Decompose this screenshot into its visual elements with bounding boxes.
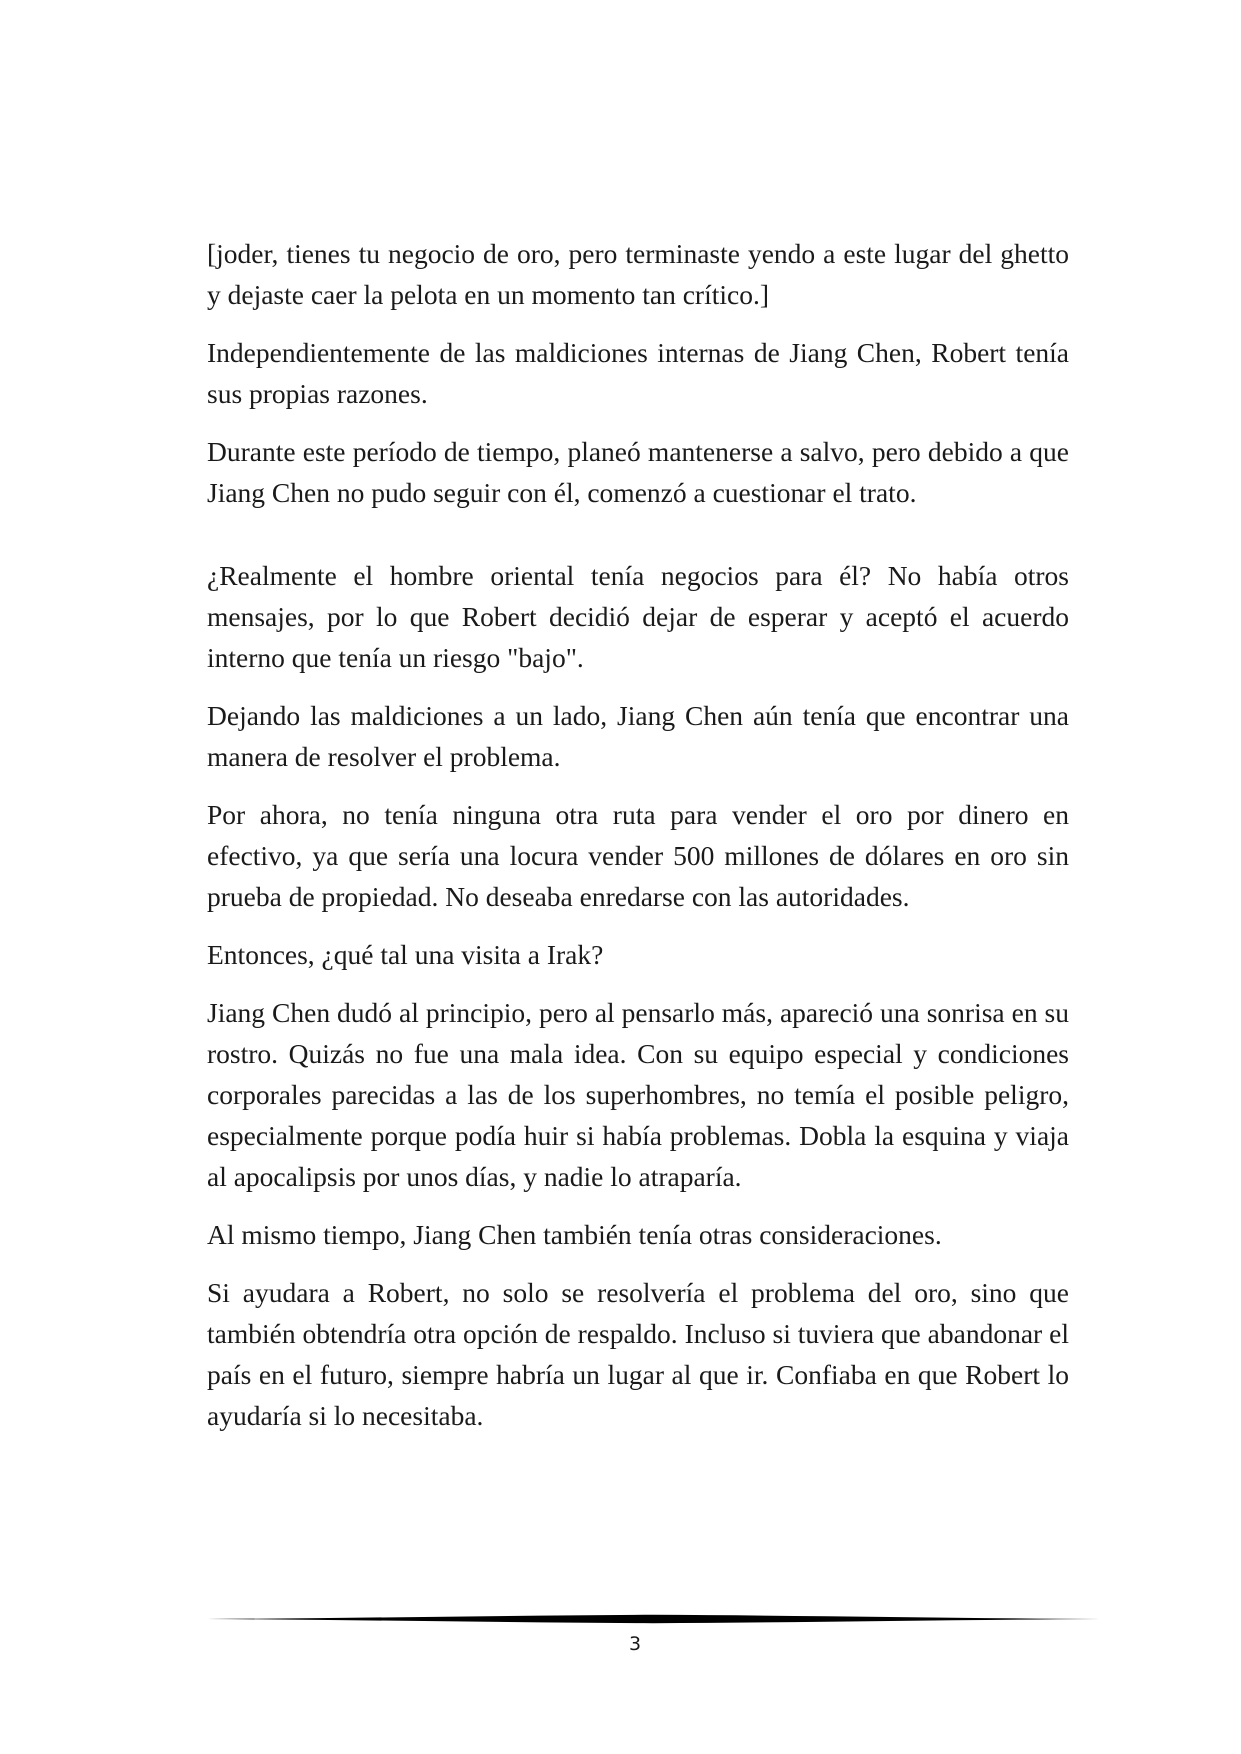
paragraph: Al mismo tiempo, Jiang Chen también tenía otras consideraciones. xyxy=(207,1219,942,1250)
paragraph: Jiang Chen dudó al principio, pero al pensarlo más, apareció una sonrisa en su rostro. Quizás no fue una mala idea. Con su equipo especial y condiciones corporales parecidas a las de los superhombres, no temía el posible peligro, especialmente porque podía huir si había problemas. Dobla la esquina y viaja al apocalipsis por unos días, y nadie lo atraparía. xyxy=(207,997,1069,1192)
paragraph: [joder, tienes tu negocio de oro, pero terminaste yendo a este lugar del ghetto y dejaste caer la pelota en un momento tan crítico.] xyxy=(207,238,1069,310)
paragraph: Independientemente de las maldiciones internas de Jiang Chen, Robert tenía sus propias razones. xyxy=(207,337,1069,409)
page-number: 3 xyxy=(628,1633,642,1655)
paragraph: Entonces, ¿qué tal una visita a Irak? xyxy=(207,939,604,970)
paragraph: Si ayudara a Robert, no solo se resolvería el problema del oro, sino que también obtendría otra opción de respaldo. Incluso si tuviera que abandonar el país en el futuro, siempre habría un lugar al que ir. Confiaba en que Robert lo ayudaría si lo necesitaba. xyxy=(207,1277,1069,1431)
paragraph: Por ahora, no tenía ninguna otra ruta para vender el oro por dinero en efectivo, ya que sería una locura vender 500 millones de dólares en oro sin prueba de propiedad. No deseaba enredarse con las autoridades. xyxy=(207,799,1069,912)
paragraph: Dejando las maldiciones a un lado, Jiang Chen aún tenía que encontrar una manera de resolver el problema. xyxy=(207,700,1069,772)
footer-divider xyxy=(207,1612,1100,1626)
body-text xyxy=(207,233,1069,1453)
paragraph: Durante este período de tiempo, planeó mantenerse a salvo, pero debido a que Jiang Chen no pudo seguir con él, comenzó a cuestionar el trato. xyxy=(207,436,1069,508)
paragraph: ¿Realmente el hombre oriental tenía negocios para él? No había otros mensajes, por lo que Robert decidió dejar de esperar y aceptó el acuerdo interno que tenía un riesgo "bajo". xyxy=(207,560,1069,673)
